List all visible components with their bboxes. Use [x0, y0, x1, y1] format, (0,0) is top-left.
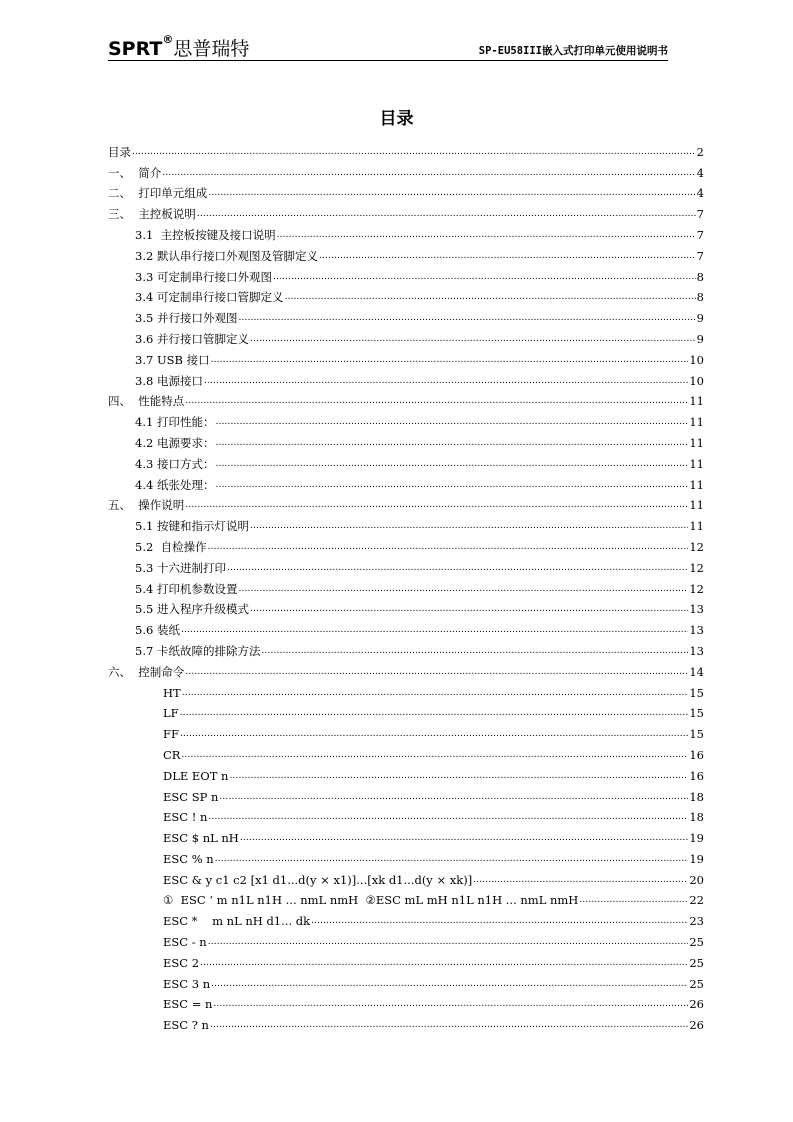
toc-entry-label: HT: [163, 685, 181, 700]
toc-entry-page-number: 7: [696, 248, 704, 263]
toc-dot-leader: [277, 226, 696, 242]
toc-entry[interactable]: [108, 845, 704, 866]
toc-entry[interactable]: [108, 970, 704, 991]
toc-entry[interactable]: [108, 824, 704, 845]
toc-dot-leader: [211, 351, 689, 367]
toc-entry[interactable]: [108, 408, 704, 429]
toc-dot-leader: [250, 330, 696, 346]
toc-dot-leader: [182, 684, 689, 700]
toc-dot-leader: [311, 912, 688, 928]
toc-entry[interactable]: [108, 679, 704, 700]
toc-entry[interactable]: [108, 596, 704, 617]
toc-entry[interactable]: [108, 928, 704, 949]
toc-entry-page-number: 11: [689, 456, 704, 471]
toc-entry-page-number: 2: [696, 144, 704, 159]
toc-entry-label: 3.4 可定制串行接口管脚定义: [135, 290, 284, 305]
toc-entry-label: 4.3 接口方式：: [135, 456, 215, 471]
toc-entry-label: 3.8 电源接口: [135, 373, 203, 388]
toc-entry[interactable]: [108, 783, 704, 804]
toc-entry[interactable]: [108, 242, 704, 263]
toc-dot-leader: [185, 392, 688, 408]
toc-entry-page-number: 18: [689, 810, 704, 825]
toc-dot-leader: [181, 621, 688, 637]
toc-entry-label: 4.2 电源要求：: [135, 435, 215, 450]
toc-entry-label: 目录: [108, 144, 131, 159]
toc-heading: 目录: [379, 109, 414, 129]
toc-entry-page-number: 7: [696, 227, 704, 242]
toc-entry-label: 5.4 打印机参数设置: [135, 581, 238, 596]
toc-entry-page-number: 13: [689, 643, 704, 658]
toc-entry[interactable]: [108, 637, 704, 658]
toc-dot-leader: [284, 288, 695, 304]
toc-entry-page-number: 8: [696, 290, 704, 305]
toc-entry-page-number: 9: [696, 311, 704, 326]
toc-entry[interactable]: [108, 554, 704, 575]
toc-entry-page-number: 10: [689, 373, 704, 388]
toc-entry-label: ESC ? n: [163, 1018, 209, 1033]
toc-dot-leader: [215, 413, 688, 429]
toc-dot-leader: [215, 434, 688, 450]
toc-entry-page-number: 11: [689, 415, 704, 430]
toc-dot-leader: [227, 559, 688, 575]
toc-entry[interactable]: [108, 200, 704, 221]
toc-dot-leader: [200, 954, 688, 970]
toc-entry-page-number: 8: [696, 269, 704, 284]
toc-entry-label: 五、 操作说明: [108, 498, 185, 513]
toc-dot-leader: [211, 975, 688, 991]
toc-entry-page-number: 9: [696, 331, 704, 346]
toc-dot-leader: [219, 788, 688, 804]
toc-entry[interactable]: [108, 304, 704, 325]
toc-entry-label: 5.7 卡纸故障的排除方法: [135, 643, 261, 658]
toc-entry-label: 5.2 自检操作: [135, 539, 207, 554]
toc-entry-page-number: 4: [696, 165, 704, 180]
toc-entry-label: 5.6 装纸: [135, 623, 180, 638]
toc-dot-leader: [250, 517, 688, 533]
toc-dot-leader: [197, 205, 696, 221]
toc-entry[interactable]: [108, 991, 704, 1012]
toc-dot-leader: [215, 455, 688, 471]
toc-entry[interactable]: [108, 180, 704, 201]
toc-dot-leader: [208, 933, 689, 949]
toc-entry-page-number: 11: [689, 394, 704, 409]
toc-entry-label: 3.6 并行接口管脚定义: [135, 331, 249, 346]
toc-entry-page-number: 11: [689, 498, 704, 513]
toc-entry-page-number: 23: [689, 914, 704, 929]
toc-entry[interactable]: [108, 762, 704, 783]
toc-entry-label: LF: [163, 706, 179, 721]
toc-entry-label: 六、 控制命令: [108, 664, 185, 679]
toc-entry-page-number: 26: [689, 997, 704, 1012]
toc-entry-page-number: 12: [689, 539, 704, 554]
toc-dot-leader: [162, 164, 695, 180]
toc-entry-page-number: 10: [689, 352, 704, 367]
document-title: SP-EU58III嵌入式打印单元使用说明书: [478, 45, 668, 57]
toc-entry-page-number: 19: [689, 831, 704, 846]
toc-dot-leader: [215, 476, 688, 492]
toc-entry-label: 3.5 并行接口外观图: [135, 311, 238, 326]
toc-entry-label: 四、 性能特点: [108, 394, 185, 409]
toc-entry-page-number: 4: [696, 186, 704, 201]
toc-entry[interactable]: [108, 388, 704, 409]
toc-dot-leader: [185, 496, 688, 512]
toc-entry-page-number: 19: [689, 851, 704, 866]
toc-dot-leader: [229, 767, 688, 783]
toc-dot-leader: [261, 642, 688, 658]
page-header: [108, 34, 668, 62]
toc-entry-page-number: 13: [689, 602, 704, 617]
toc-entry[interactable]: [108, 720, 704, 741]
toc-entry-page-number: 25: [689, 976, 704, 991]
toc-dot-leader: [238, 309, 695, 325]
toc-dot-leader: [181, 746, 688, 762]
toc-entry-label: 3.3 可定制串行接口外观图: [135, 269, 272, 284]
toc-entry[interactable]: [108, 346, 704, 367]
toc-entry[interactable]: [108, 907, 704, 928]
toc-entry-label: CR: [163, 747, 181, 762]
toc-entry-label: ① ESC ‘ m n1L n1H ... nmL nmH ②ESC mL mH n1L n1H ... nmL nmH: [163, 893, 579, 908]
toc-entry-page-number: 14: [689, 664, 704, 679]
toc-entry-page-number: 20: [689, 872, 704, 887]
toc-entry-page-number: 11: [689, 435, 704, 450]
toc-entry[interactable]: [108, 658, 704, 679]
toc-entry-label: ESC * m nL nH d1... dk: [163, 914, 311, 929]
brand-name-en: SPRT: [108, 38, 163, 60]
toc-entry[interactable]: [108, 700, 704, 721]
toc-entry-page-number: 13: [689, 623, 704, 638]
toc-entry[interactable]: [108, 1011, 704, 1032]
toc-entry[interactable]: [108, 887, 704, 908]
toc-dot-leader: [180, 704, 689, 720]
toc-entry-label: 3.7 USB 接口: [135, 352, 210, 367]
toc-dot-leader: [473, 871, 688, 887]
toc-entry-page-number: 15: [689, 685, 704, 700]
toc-entry[interactable]: [108, 263, 704, 284]
toc-entry[interactable]: [108, 325, 704, 346]
toc-dot-leader: [185, 663, 688, 679]
toc-entry-label: 5.1 按键和指示灯说明: [135, 519, 249, 534]
toc-entry-label: ESC 2: [163, 955, 200, 970]
toc-entry-label: 4.4 纸张处理：: [135, 477, 215, 492]
toc-entry-label: 一、 简介: [108, 165, 162, 180]
toc-entry-page-number: 12: [689, 581, 704, 596]
toc-entry-label: 5.5 进入程序升级模式: [135, 602, 249, 617]
toc-entry[interactable]: [108, 367, 704, 388]
toc-dot-leader: [319, 247, 696, 263]
toc-entry-page-number: 16: [689, 747, 704, 762]
toc-dot-leader: [180, 725, 688, 741]
toc-dot-leader: [210, 1016, 688, 1032]
toc-entry[interactable]: [108, 804, 704, 825]
toc-entry-label: ESC & y c1 c2 [x1 d1...d(y × x1)]...[xk d1...d(y × xk)]: [163, 872, 473, 887]
toc-entry-page-number: 15: [689, 727, 704, 742]
toc-dot-leader: [208, 538, 689, 554]
toc-entry-label: FF: [163, 727, 179, 742]
toc-entry[interactable]: [108, 616, 704, 637]
toc-entry[interactable]: [108, 284, 704, 305]
toc-entry-label: 3.1 主控板按键及接口说明: [135, 227, 276, 242]
toc-entry-label: DLE EOT n: [163, 768, 229, 783]
toc-dot-leader: [238, 580, 688, 596]
toc-entry-label: ESC % n: [163, 851, 214, 866]
toc-dot-leader: [250, 600, 688, 616]
toc-entry-page-number: 12: [689, 560, 704, 575]
toc-entry-page-number: 25: [689, 955, 704, 970]
toc-entry[interactable]: [108, 450, 704, 471]
toc-entry-label: ESC ! n: [163, 810, 208, 825]
toc-entry-label: 二、 打印单元组成: [108, 186, 208, 201]
toc-dot-leader: [273, 268, 696, 284]
header-rule: [108, 60, 668, 61]
toc-entry-page-number: 18: [689, 789, 704, 804]
toc-entry[interactable]: [108, 575, 704, 596]
toc-entry-page-number: 11: [689, 519, 704, 534]
toc-dot-leader: [240, 829, 689, 845]
toc-entry-label: ESC - n: [163, 935, 207, 950]
toc-entry[interactable]: [108, 429, 704, 450]
registered-mark: ®: [162, 33, 174, 46]
toc-entry-label: ESC SP n: [163, 789, 219, 804]
toc-dot-leader: [132, 143, 696, 159]
toc-entry[interactable]: [108, 471, 704, 492]
toc-dot-leader: [208, 808, 688, 824]
toc-entry[interactable]: [108, 159, 704, 180]
toc-entry[interactable]: [108, 866, 704, 887]
toc-entry-page-number: 11: [689, 477, 704, 492]
toc-entry-page-number: 25: [689, 935, 704, 950]
toc-dot-leader: [204, 372, 688, 388]
toc-entry-page-number: 16: [689, 768, 704, 783]
toc-entry-label: ESC $ nL nH: [163, 831, 239, 846]
toc-entry[interactable]: [108, 221, 704, 242]
brand-logo: [108, 34, 249, 61]
toc-entry-label: 三、 主控板说明: [108, 207, 196, 222]
brand-name-cn: 思普瑞特: [173, 38, 250, 60]
toc-entry-page-number: 7: [696, 207, 704, 222]
toc-entry-page-number: 15: [689, 706, 704, 721]
toc-entry-label: 4.1 打印性能：: [135, 415, 215, 430]
toc-entry-page-number: 26: [689, 1018, 704, 1033]
toc-entry[interactable]: [108, 138, 704, 159]
table-of-contents: [108, 138, 704, 1032]
toc-dot-leader: [215, 850, 689, 866]
toc-entry[interactable]: [108, 949, 704, 970]
toc-entry-label: 5.3 十六进制打印: [135, 560, 226, 575]
toc-entry-label: 3.2 默认串行接口外观图及管脚定义: [135, 248, 318, 263]
toc-entry[interactable]: [108, 512, 704, 533]
toc-dot-leader: [208, 184, 695, 200]
toc-entry-page-number: 22: [689, 893, 704, 908]
toc-dot-leader: [213, 995, 688, 1011]
toc-dot-leader: [579, 891, 688, 907]
toc-entry[interactable]: [108, 741, 704, 762]
toc-entry[interactable]: [108, 492, 704, 513]
toc-entry-label: ESC 3 n: [163, 976, 211, 991]
toc-entry-label: ESC = n: [163, 997, 213, 1012]
toc-entry[interactable]: [108, 533, 704, 554]
